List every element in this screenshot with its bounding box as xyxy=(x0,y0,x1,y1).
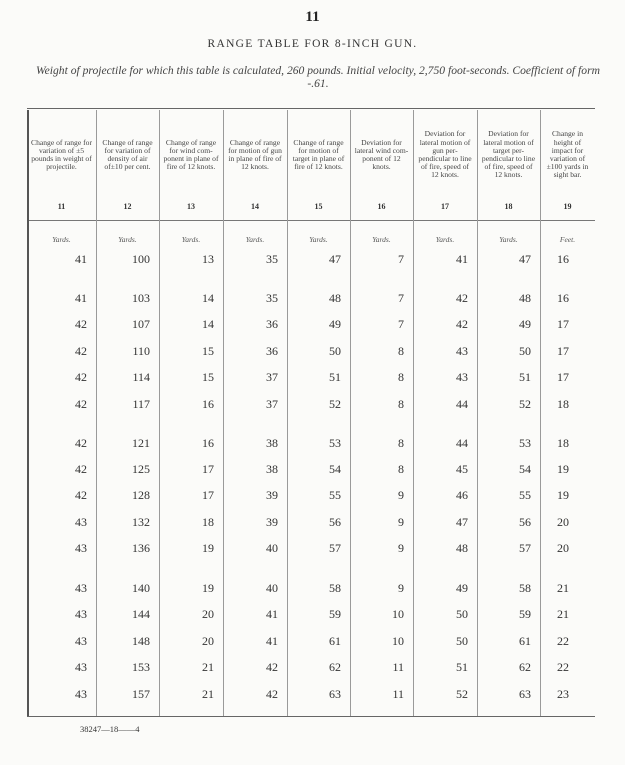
column-header-text: Deviation for lateral motion of gun per-pendicular to line of fire, speed of 12 knots. xyxy=(418,129,472,180)
table-cell: 41 xyxy=(456,252,468,266)
table-cell: 8 xyxy=(398,462,404,476)
column-divider xyxy=(477,110,478,716)
table-cell: 35 xyxy=(266,252,278,266)
column-number: 14 xyxy=(251,202,259,211)
table-cell: 49 xyxy=(456,581,468,595)
table-cell: 14 xyxy=(202,317,214,331)
table-cell: 8 xyxy=(398,436,404,450)
table-cell: 103 xyxy=(132,291,150,305)
table-cell: 148 xyxy=(132,634,150,648)
table-cell: 39 xyxy=(266,488,278,502)
table-cell: 140 xyxy=(132,581,150,595)
table-top-rule xyxy=(27,108,595,109)
table-cell: 9 xyxy=(398,515,404,529)
table-cell: 107 xyxy=(132,317,150,331)
table-cell: 17 xyxy=(557,344,569,358)
table-cell: 63 xyxy=(519,687,531,701)
table-cell: 49 xyxy=(329,317,341,331)
table-cell: 16 xyxy=(202,397,214,411)
table-cell: 62 xyxy=(329,660,341,674)
table-cell: 42 xyxy=(75,317,87,331)
column-number: 18 xyxy=(504,202,513,211)
table-cell: 8 xyxy=(398,397,404,411)
table-cell: 157 xyxy=(132,687,150,701)
table-subtitle: Weight of projectile for which this table is calculated, 260 pounds. Initial velocity, 2,750 foot-seconds. Coefficient of form -.61. xyxy=(36,64,600,90)
table-cell: 59 xyxy=(329,607,341,621)
column-header xyxy=(291,115,346,195)
table-cell: 17 xyxy=(557,370,569,384)
column-number: 19 xyxy=(563,202,572,211)
table-cell: 10 xyxy=(392,607,404,621)
table-cell: 61 xyxy=(519,634,531,648)
table-left-border xyxy=(27,110,29,716)
table-cell: 41 xyxy=(75,291,87,305)
table-cell: 55 xyxy=(519,488,531,502)
table-cell: 18 xyxy=(557,436,569,450)
column-unit: Yards. xyxy=(435,235,455,244)
table-cell: 42 xyxy=(75,488,87,502)
column-divider xyxy=(223,110,224,716)
table-cell: 153 xyxy=(132,660,150,674)
table-cell: 132 xyxy=(132,515,150,529)
table-cell: 44 xyxy=(456,436,468,450)
table-cell: 39 xyxy=(266,515,278,529)
table-cell: 45 xyxy=(456,462,468,476)
table-cell: 7 xyxy=(398,291,404,305)
column-divider xyxy=(159,110,160,716)
table-cell: 19 xyxy=(557,488,569,502)
column-header-text: Change of range for variation of ±5 pounds in weight of projectile. xyxy=(31,137,92,172)
table-cell: 42 xyxy=(75,370,87,384)
column-unit: Yards. xyxy=(52,235,71,244)
column-divider xyxy=(350,110,351,716)
table-cell: 16 xyxy=(557,252,569,266)
column-divider xyxy=(540,110,541,716)
table-cell: 53 xyxy=(519,436,531,450)
column-number: 17 xyxy=(441,202,449,211)
table-cell: 8 xyxy=(398,344,404,358)
table-cell: 48 xyxy=(456,541,468,555)
column-unit: Yards. xyxy=(245,235,265,244)
column-number: 11 xyxy=(57,202,66,211)
column-number: 12 xyxy=(123,202,132,211)
table-cell: 43 xyxy=(456,344,468,358)
column-header xyxy=(354,115,409,195)
table-cell: 17 xyxy=(202,488,214,502)
table-cell: 42 xyxy=(456,291,468,305)
table-cell: 53 xyxy=(329,436,341,450)
printer-mark: 38247—18——4 xyxy=(80,724,140,734)
table-cell: 40 xyxy=(266,581,278,595)
table-cell: 21 xyxy=(202,687,214,701)
table-cell: 9 xyxy=(398,541,404,555)
table-cell: 52 xyxy=(456,687,468,701)
table-cell: 19 xyxy=(202,581,214,595)
table-bottom-rule xyxy=(27,716,595,717)
table-cell: 62 xyxy=(519,660,531,674)
table-cell: 50 xyxy=(519,344,531,358)
table-cell: 38 xyxy=(266,436,278,450)
column-header-text: Change of range for motion of gun in plane of fire of 12 knots. xyxy=(228,137,282,172)
table-cell: 11 xyxy=(392,660,404,674)
column-unit: Yards. xyxy=(499,235,518,244)
table-cell: 58 xyxy=(329,581,341,595)
column-divider xyxy=(413,110,414,716)
column-header-text: Deviation for lateral wind com-ponent of 12 knots. xyxy=(354,137,409,172)
column-header xyxy=(227,115,283,195)
table-cell: 114 xyxy=(132,370,150,384)
table-cell: 9 xyxy=(398,488,404,502)
table-cell: 58 xyxy=(519,581,531,595)
column-header-text: Change of range for wind com-ponent in plane of fire of 12 knots. xyxy=(163,137,219,172)
table-cell: 8 xyxy=(398,370,404,384)
table-cell: 59 xyxy=(519,607,531,621)
page-number: 11 xyxy=(305,9,320,25)
table-cell: 100 xyxy=(132,252,150,266)
column-header xyxy=(100,115,155,195)
table-cell: 10 xyxy=(392,634,404,648)
table-cell: 41 xyxy=(266,634,278,648)
table-cell: 40 xyxy=(266,541,278,555)
column-header-text: Change of range for variation of density of air of±10 per cent. xyxy=(102,137,153,172)
table-cell: 17 xyxy=(202,462,214,476)
table-cell: 55 xyxy=(329,488,341,502)
table-cell: 52 xyxy=(519,397,531,411)
table-cell: 42 xyxy=(266,687,278,701)
column-unit: Yards. xyxy=(118,235,137,244)
column-header-text: Deviation for lateral motion of target per-pendicular to line of fire, speed of 12 knots. xyxy=(481,129,536,180)
table-cell: 15 xyxy=(202,344,214,358)
table-cell: 48 xyxy=(329,291,341,305)
table-cell: 48 xyxy=(519,291,531,305)
table-cell: 54 xyxy=(329,462,341,476)
table-cell: 43 xyxy=(75,687,87,701)
table-cell: 136 xyxy=(132,541,150,555)
table-cell: 42 xyxy=(75,397,87,411)
table-cell: 19 xyxy=(202,541,214,555)
table-cell: 56 xyxy=(519,515,531,529)
table-cell: 44 xyxy=(456,397,468,411)
table-cell: 9 xyxy=(398,581,404,595)
table-cell: 110 xyxy=(132,344,150,358)
table-cell: 19 xyxy=(557,462,569,476)
table-cell: 42 xyxy=(266,660,278,674)
table-cell: 63 xyxy=(329,687,341,701)
table-cell: 42 xyxy=(75,436,87,450)
table-cell: 22 xyxy=(557,634,569,648)
table-cell: 43 xyxy=(75,581,87,595)
column-number: 15 xyxy=(314,202,323,211)
column-header xyxy=(417,115,473,195)
table-cell: 23 xyxy=(557,687,569,701)
column-number: 16 xyxy=(377,202,386,211)
table-cell: 41 xyxy=(266,607,278,621)
table-cell: 7 xyxy=(398,317,404,331)
table-cell: 35 xyxy=(266,291,278,305)
table-cell: 47 xyxy=(456,515,468,529)
table-cell: 52 xyxy=(329,397,341,411)
table-cell: 51 xyxy=(519,370,531,384)
table-cell: 37 xyxy=(266,397,278,411)
table-cell: 11 xyxy=(392,687,404,701)
table-cell: 50 xyxy=(456,634,468,648)
column-number: 13 xyxy=(187,202,195,211)
column-unit: Yards. xyxy=(181,235,201,244)
table-cell: 128 xyxy=(132,488,150,502)
table-cell: 20 xyxy=(557,515,569,529)
table-cell: 49 xyxy=(519,317,531,331)
table-cell: 42 xyxy=(75,462,87,476)
table-cell: 37 xyxy=(266,370,278,384)
table-cell: 18 xyxy=(557,397,569,411)
table-cell: 20 xyxy=(202,634,214,648)
table-cell: 20 xyxy=(557,541,569,555)
table-cell: 125 xyxy=(132,462,150,476)
table-cell: 16 xyxy=(557,291,569,305)
column-header xyxy=(31,115,92,195)
table-cell: 50 xyxy=(456,607,468,621)
column-unit: Yards. xyxy=(309,235,328,244)
table-cell: 21 xyxy=(557,581,569,595)
column-divider xyxy=(287,110,288,716)
column-header xyxy=(481,115,536,195)
table-cell: 46 xyxy=(456,488,468,502)
table-cell: 43 xyxy=(75,660,87,674)
table-cell: 16 xyxy=(202,436,214,450)
table-cell: 13 xyxy=(202,252,214,266)
column-divider xyxy=(96,110,97,716)
table-cell: 144 xyxy=(132,607,150,621)
table-cell: 14 xyxy=(202,291,214,305)
table-cell: 21 xyxy=(202,660,214,674)
table-cell: 7 xyxy=(398,252,404,266)
table-cell: 43 xyxy=(75,634,87,648)
table-cell: 42 xyxy=(456,317,468,331)
table-cell: 47 xyxy=(519,252,531,266)
column-header-text: Change of range for motion of target in plane of fire of 12 knots. xyxy=(292,137,345,172)
header-divider-rule xyxy=(27,220,595,221)
table-cell: 51 xyxy=(456,660,468,674)
table-cell: 50 xyxy=(329,344,341,358)
table-cell: 54 xyxy=(519,462,531,476)
table-cell: 47 xyxy=(329,252,341,266)
table-cell: 51 xyxy=(329,370,341,384)
table-cell: 22 xyxy=(557,660,569,674)
column-unit: Feet. xyxy=(559,235,576,244)
page-title: RANGE TABLE FOR 8-INCH GUN. xyxy=(207,38,418,50)
table-cell: 43 xyxy=(75,607,87,621)
table-cell: 43 xyxy=(75,515,87,529)
table-cell: 15 xyxy=(202,370,214,384)
table-cell: 43 xyxy=(75,541,87,555)
column-unit: Yards. xyxy=(372,235,391,244)
table-cell: 56 xyxy=(329,515,341,529)
table-cell: 17 xyxy=(557,317,569,331)
table-cell: 36 xyxy=(266,344,278,358)
table-cell: 21 xyxy=(557,607,569,621)
column-header-text: Change in height of impact for variation of ±100 yards in sight bar. xyxy=(546,129,589,180)
table-cell: 36 xyxy=(266,317,278,331)
table-cell: 41 xyxy=(75,252,87,266)
column-header xyxy=(544,115,591,195)
table-cell: 38 xyxy=(266,462,278,476)
table-cell: 61 xyxy=(329,634,341,648)
table-cell: 18 xyxy=(202,515,214,529)
table-cell: 43 xyxy=(456,370,468,384)
column-header xyxy=(163,115,219,195)
table-cell: 117 xyxy=(132,397,150,411)
table-cell: 20 xyxy=(202,607,214,621)
table-cell: 121 xyxy=(132,436,150,450)
table-cell: 57 xyxy=(519,541,531,555)
table-cell: 57 xyxy=(329,541,341,555)
table-cell: 42 xyxy=(75,344,87,358)
